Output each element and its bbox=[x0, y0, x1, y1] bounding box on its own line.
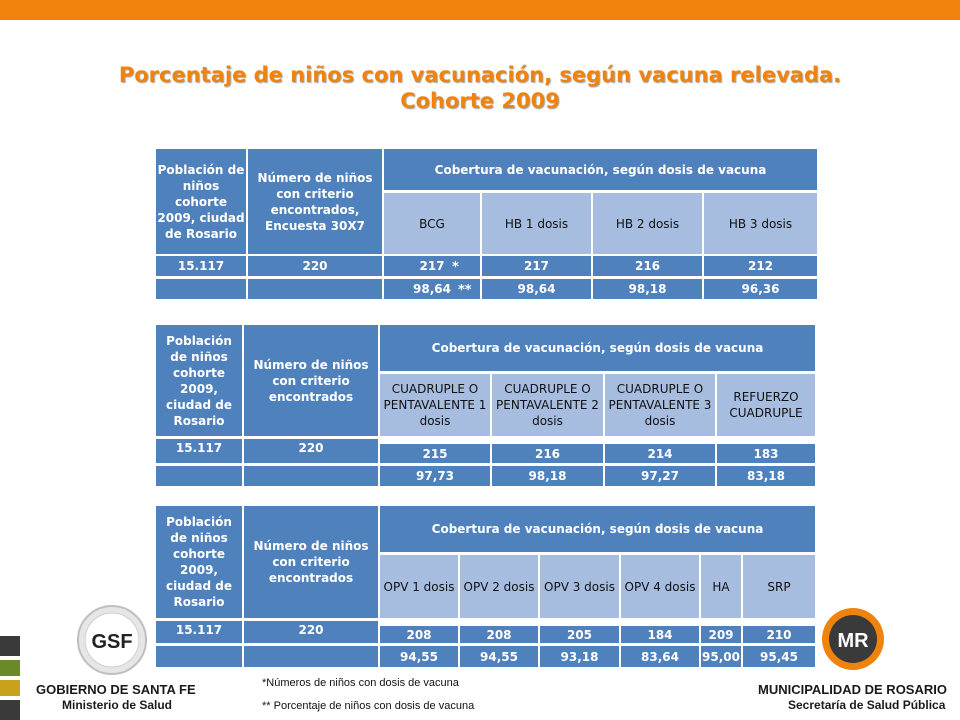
count-cell: 208 bbox=[460, 626, 538, 643]
percent-cell: 94,55 bbox=[380, 646, 458, 667]
count-cell: 184 bbox=[621, 626, 699, 643]
title-line-1: Porcentaje de niños con vacunación, según vacuna relevada. bbox=[118, 63, 842, 87]
percent-asterisk: ** bbox=[458, 283, 472, 298]
dose-header: OPV 1 dosis bbox=[380, 555, 458, 618]
right-org-name: MUNICIPALIDAD DE ROSARIO bbox=[758, 682, 947, 697]
top-orange-bar bbox=[0, 0, 960, 20]
mr-mark-text: MR bbox=[837, 630, 869, 652]
cobertura-header: Cobertura de vacunación, según dosis de vacuna bbox=[380, 325, 815, 371]
count-cell: 215 bbox=[380, 444, 490, 463]
percent-cell: 96,36 bbox=[704, 279, 817, 299]
ninos-value: 220 bbox=[244, 439, 378, 463]
count-cell: 216 bbox=[492, 444, 603, 463]
percent-cell: 98,18 bbox=[593, 279, 702, 299]
percent-cell: 94,55 bbox=[460, 646, 538, 667]
empty-cell bbox=[244, 646, 378, 667]
dose-header: CUADRUPLE O PENTAVALENTE 2 dosis bbox=[492, 374, 603, 436]
title-line-2: Cohorte 2009 bbox=[400, 89, 560, 113]
dose-header: HB 2 dosis bbox=[593, 193, 702, 254]
count-cell: 214 bbox=[605, 444, 715, 463]
gsf-mark-text: GSF bbox=[91, 631, 133, 653]
poblacion-value: 15.117 bbox=[156, 621, 242, 643]
gobierno-santa-fe-logo bbox=[0, 600, 240, 720]
count-cell: 217 bbox=[482, 256, 591, 276]
count-asterisk: * bbox=[452, 260, 459, 275]
percent-cell: 98,64 bbox=[482, 279, 591, 299]
poblacion-header: Población de niños cohorte 2009, ciudad de Rosario bbox=[156, 506, 242, 618]
ninos-value: 220 bbox=[244, 621, 378, 643]
count-cell: 210 bbox=[743, 626, 815, 643]
percent-cell: 93,18 bbox=[540, 646, 619, 667]
edge-bar bbox=[0, 680, 20, 696]
poblacion-header: Población de niños cohorte 2009, ciudad de Rosario bbox=[156, 325, 242, 436]
percent-cell: 95,45 bbox=[743, 646, 815, 667]
gsf-emblem-icon bbox=[76, 604, 148, 676]
count-cell: 183 bbox=[717, 444, 815, 463]
dose-header: REFUERZO CUADRUPLE bbox=[717, 374, 815, 436]
percent-cell: 98,64 bbox=[384, 279, 480, 299]
dose-header: OPV 3 dosis bbox=[540, 555, 619, 618]
dose-header: HB 1 dosis bbox=[482, 193, 591, 254]
footnote-counts: *Números de niños con dosis de vacuna bbox=[262, 677, 459, 689]
count-cell: 217 bbox=[384, 256, 480, 276]
poblacion-value: 15.117 bbox=[156, 439, 242, 463]
count-cell: 205 bbox=[540, 626, 619, 643]
dose-header: CUADRUPLE O PENTAVALENTE 3 dosis bbox=[605, 374, 715, 436]
footnote-percent: ** Porcentaje de niños con dosis de vacuna bbox=[262, 700, 475, 712]
poblacion-header: Población de niños cohorte 2009, ciudad de Rosario bbox=[156, 149, 246, 254]
page-title bbox=[30, 62, 930, 114]
percent-cell: 83,18 bbox=[717, 466, 815, 486]
municipalidad-rosario-logo bbox=[750, 600, 960, 720]
right-org-sub: Secretaría de Salud Pública bbox=[788, 698, 946, 712]
dose-header: OPV 2 dosis bbox=[460, 555, 538, 618]
cobertura-header: Cobertura de vacunación, según dosis de vacuna bbox=[384, 149, 817, 190]
percent-cell: 97,27 bbox=[605, 466, 715, 486]
dose-header: CUADRUPLE O PENTAVALENTE 1 dosis bbox=[380, 374, 490, 436]
edge-bar bbox=[0, 700, 20, 720]
empty-cell bbox=[244, 466, 378, 486]
ninos-header: Número de niños con criterio encontrados, Encuesta 30X7 bbox=[248, 149, 382, 254]
count-cell: 209 bbox=[701, 626, 741, 643]
ninos-value: 220 bbox=[248, 256, 382, 276]
empty-cell bbox=[156, 279, 246, 299]
mr-emblem-icon bbox=[820, 606, 886, 672]
dose-header: OPV 4 dosis bbox=[621, 555, 699, 618]
dose-header: BCG bbox=[384, 193, 480, 254]
edge-bar bbox=[0, 636, 20, 656]
percent-cell: 97,73 bbox=[380, 466, 490, 486]
empty-cell bbox=[248, 279, 382, 299]
empty-cell bbox=[156, 466, 242, 486]
count-cell: 208 bbox=[380, 626, 458, 643]
ninos-header: Número de niños con criterio encontrados bbox=[244, 325, 378, 436]
percent-cell: 83,64 bbox=[621, 646, 699, 667]
dose-header: HB 3 dosis bbox=[704, 193, 817, 254]
ninos-header: Número de niños con criterio encontrados bbox=[244, 506, 378, 618]
poblacion-value: 15.117 bbox=[156, 256, 246, 276]
count-cell: 212 bbox=[704, 256, 817, 276]
percent-cell: 98,18 bbox=[492, 466, 603, 486]
cobertura-header: Cobertura de vacunación, según dosis de vacuna bbox=[380, 506, 815, 552]
left-org-sub: Ministerio de Salud bbox=[62, 698, 173, 712]
left-org-name: GOBIERNO DE SANTA FE bbox=[36, 682, 196, 697]
dose-header: SRP bbox=[743, 555, 815, 618]
percent-cell: 95,00 bbox=[701, 646, 741, 667]
dose-header: HA bbox=[701, 555, 741, 618]
count-cell: 216 bbox=[593, 256, 702, 276]
edge-bar bbox=[0, 660, 20, 676]
